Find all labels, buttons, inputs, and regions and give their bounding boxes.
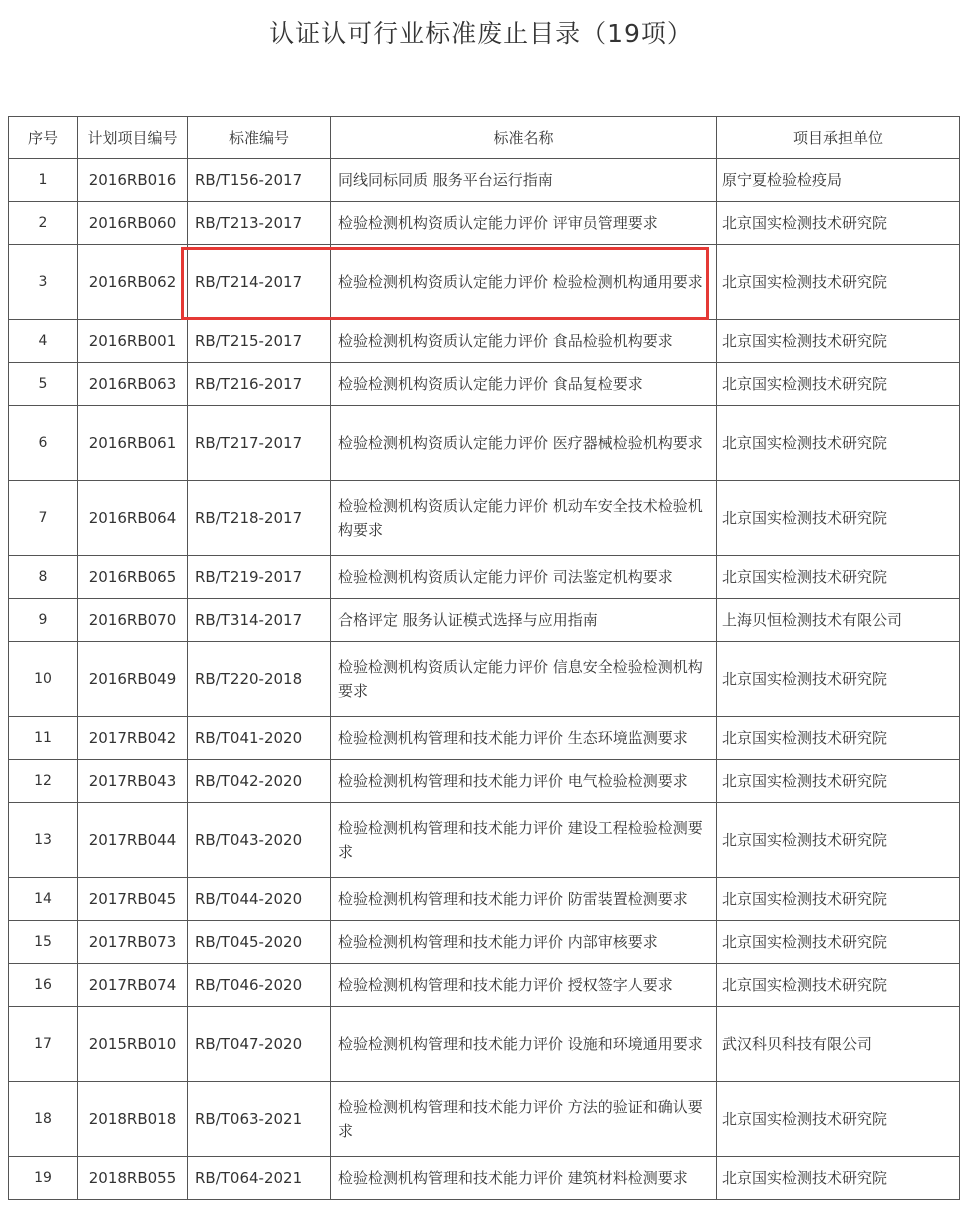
standards-table <box>8 116 960 1200</box>
cell-standard-name: 检验检测机构资质认定能力评价 医疗器械检验机构要求 <box>331 406 717 481</box>
cell-standard-name: 检验检测机构资质认定能力评价 司法鉴定机构要求 <box>331 556 717 599</box>
cell-standard-name: 检验检测机构资质认定能力评价 评审员管理要求 <box>331 202 717 245</box>
cell-organization: 北京国实检测技术研究院 <box>717 363 960 406</box>
cell-organization: 武汉科贝科技有限公司 <box>717 1007 960 1082</box>
table-row <box>9 363 960 406</box>
cell-standard-name: 检验检测机构资质认定能力评价 信息安全检验检测机构要求 <box>331 642 717 717</box>
cell-organization: 北京国实检测技术研究院 <box>717 556 960 599</box>
table-row <box>9 1007 960 1082</box>
header-standard-number: 标准编号 <box>188 117 331 159</box>
cell-index: 13 <box>9 803 78 878</box>
cell-index: 1 <box>9 159 78 202</box>
cell-organization: 北京国实检测技术研究院 <box>717 642 960 717</box>
cell-standard-number: RB/T046-2020 <box>188 964 331 1007</box>
cell-standard-number: RB/T220-2018 <box>188 642 331 717</box>
cell-plan-number: 2017RB074 <box>78 964 188 1007</box>
cell-standard-number: RB/T047-2020 <box>188 1007 331 1082</box>
cell-standard-number: RB/T218-2017 <box>188 481 331 556</box>
cell-standard-name: 检验检测机构管理和技术能力评价 建设工程检验检测要求 <box>331 803 717 878</box>
cell-index: 12 <box>9 760 78 803</box>
table-header-row <box>9 117 960 159</box>
cell-standard-number: RB/T063-2021 <box>188 1082 331 1157</box>
cell-organization: 北京国实检测技术研究院 <box>717 406 960 481</box>
cell-standard-name: 检验检测机构资质认定能力评价 食品检验机构要求 <box>331 320 717 363</box>
cell-plan-number: 2016RB070 <box>78 599 188 642</box>
cell-plan-number: 2017RB044 <box>78 803 188 878</box>
cell-plan-number: 2016RB064 <box>78 481 188 556</box>
cell-index: 6 <box>9 406 78 481</box>
table-row <box>9 642 960 717</box>
table-row <box>9 245 960 320</box>
cell-plan-number: 2016RB065 <box>78 556 188 599</box>
cell-standard-number: RB/T314-2017 <box>188 599 331 642</box>
cell-index: 17 <box>9 1007 78 1082</box>
cell-index: 9 <box>9 599 78 642</box>
cell-plan-number: 2017RB043 <box>78 760 188 803</box>
table-row <box>9 599 960 642</box>
table-row <box>9 320 960 363</box>
cell-standard-number: RB/T156-2017 <box>188 159 331 202</box>
table-row <box>9 556 960 599</box>
cell-index: 10 <box>9 642 78 717</box>
cell-standard-name: 检验检测机构管理和技术能力评价 内部审核要求 <box>331 921 717 964</box>
cell-standard-number: RB/T216-2017 <box>188 363 331 406</box>
cell-standard-name: 同线同标同质 服务平台运行指南 <box>331 159 717 202</box>
cell-index: 4 <box>9 320 78 363</box>
table-row <box>9 921 960 964</box>
cell-standard-name: 检验检测机构资质认定能力评价 食品复检要求 <box>331 363 717 406</box>
page-title: 认证认可行业标准废止目录（19项） <box>269 19 693 48</box>
table-row <box>9 803 960 878</box>
cell-standard-name: 合格评定 服务认证模式选择与应用指南 <box>331 599 717 642</box>
cell-standard-number: RB/T064-2021 <box>188 1157 331 1200</box>
cell-organization: 北京国实检测技术研究院 <box>717 202 960 245</box>
cell-standard-number: RB/T214-2017 <box>188 245 331 320</box>
cell-index: 2 <box>9 202 78 245</box>
cell-index: 8 <box>9 556 78 599</box>
cell-standard-name: 检验检测机构管理和技术能力评价 电气检验检测要求 <box>331 760 717 803</box>
cell-index: 14 <box>9 878 78 921</box>
cell-standard-name: 检验检测机构资质认定能力评价 机动车安全技术检验机构要求 <box>331 481 717 556</box>
cell-plan-number: 2016RB016 <box>78 159 188 202</box>
cell-organization: 北京国实检测技术研究院 <box>717 245 960 320</box>
cell-organization: 北京国实检测技术研究院 <box>717 320 960 363</box>
cell-organization: 北京国实检测技术研究院 <box>717 964 960 1007</box>
header-organization: 项目承担单位 <box>717 117 960 159</box>
cell-plan-number: 2017RB045 <box>78 878 188 921</box>
table-row <box>9 964 960 1007</box>
cell-index: 3 <box>9 245 78 320</box>
header-standard-name: 标准名称 <box>331 117 717 159</box>
cell-index: 18 <box>9 1082 78 1157</box>
cell-organization: 原宁夏检验检疫局 <box>717 159 960 202</box>
cell-standard-number: RB/T045-2020 <box>188 921 331 964</box>
header-index: 序号 <box>9 117 78 159</box>
table-row <box>9 878 960 921</box>
cell-index: 15 <box>9 921 78 964</box>
cell-plan-number: 2016RB061 <box>78 406 188 481</box>
cell-organization: 北京国实检测技术研究院 <box>717 717 960 760</box>
table-row <box>9 717 960 760</box>
cell-index: 5 <box>9 363 78 406</box>
cell-standard-number: RB/T215-2017 <box>188 320 331 363</box>
cell-standard-number: RB/T213-2017 <box>188 202 331 245</box>
cell-plan-number: 2017RB042 <box>78 717 188 760</box>
cell-standard-number: RB/T041-2020 <box>188 717 331 760</box>
table-row <box>9 159 960 202</box>
cell-standard-number: RB/T217-2017 <box>188 406 331 481</box>
cell-standard-number: RB/T219-2017 <box>188 556 331 599</box>
cell-plan-number: 2018RB018 <box>78 1082 188 1157</box>
cell-organization: 北京国实检测技术研究院 <box>717 1157 960 1200</box>
cell-standard-name: 检验检测机构资质认定能力评价 检验检测机构通用要求 <box>331 245 717 320</box>
cell-plan-number: 2016RB063 <box>78 363 188 406</box>
cell-organization: 北京国实检测技术研究院 <box>717 481 960 556</box>
cell-plan-number: 2016RB060 <box>78 202 188 245</box>
cell-organization: 北京国实检测技术研究院 <box>717 803 960 878</box>
cell-index: 7 <box>9 481 78 556</box>
cell-standard-name: 检验检测机构管理和技术能力评价 防雷装置检测要求 <box>331 878 717 921</box>
cell-standard-name: 检验检测机构管理和技术能力评价 授权签字人要求 <box>331 964 717 1007</box>
table-row <box>9 202 960 245</box>
cell-organization: 北京国实检测技术研究院 <box>717 1082 960 1157</box>
table-row <box>9 760 960 803</box>
table-row <box>9 406 960 481</box>
cell-plan-number: 2017RB073 <box>78 921 188 964</box>
cell-organization: 北京国实检测技术研究院 <box>717 921 960 964</box>
cell-standard-name: 检验检测机构管理和技术能力评价 设施和环境通用要求 <box>331 1007 717 1082</box>
cell-organization: 北京国实检测技术研究院 <box>717 760 960 803</box>
cell-standard-number: RB/T043-2020 <box>188 803 331 878</box>
cell-plan-number: 2016RB062 <box>78 245 188 320</box>
cell-plan-number: 2016RB049 <box>78 642 188 717</box>
cell-standard-name: 检验检测机构管理和技术能力评价 建筑材料检测要求 <box>331 1157 717 1200</box>
cell-organization: 上海贝恒检测技术有限公司 <box>717 599 960 642</box>
table-row <box>9 1157 960 1200</box>
table-row <box>9 1082 960 1157</box>
cell-index: 16 <box>9 964 78 1007</box>
cell-organization: 北京国实检测技术研究院 <box>717 878 960 921</box>
cell-plan-number: 2018RB055 <box>78 1157 188 1200</box>
cell-plan-number: 2015RB010 <box>78 1007 188 1082</box>
header-plan-number: 计划项目编号 <box>78 117 188 159</box>
cell-index: 19 <box>9 1157 78 1200</box>
table-row <box>9 481 960 556</box>
cell-standard-number: RB/T044-2020 <box>188 878 331 921</box>
cell-index: 11 <box>9 717 78 760</box>
cell-plan-number: 2016RB001 <box>78 320 188 363</box>
cell-standard-name: 检验检测机构管理和技术能力评价 方法的验证和确认要求 <box>331 1082 717 1157</box>
cell-standard-name: 检验检测机构管理和技术能力评价 生态环境监测要求 <box>331 717 717 760</box>
cell-standard-number: RB/T042-2020 <box>188 760 331 803</box>
